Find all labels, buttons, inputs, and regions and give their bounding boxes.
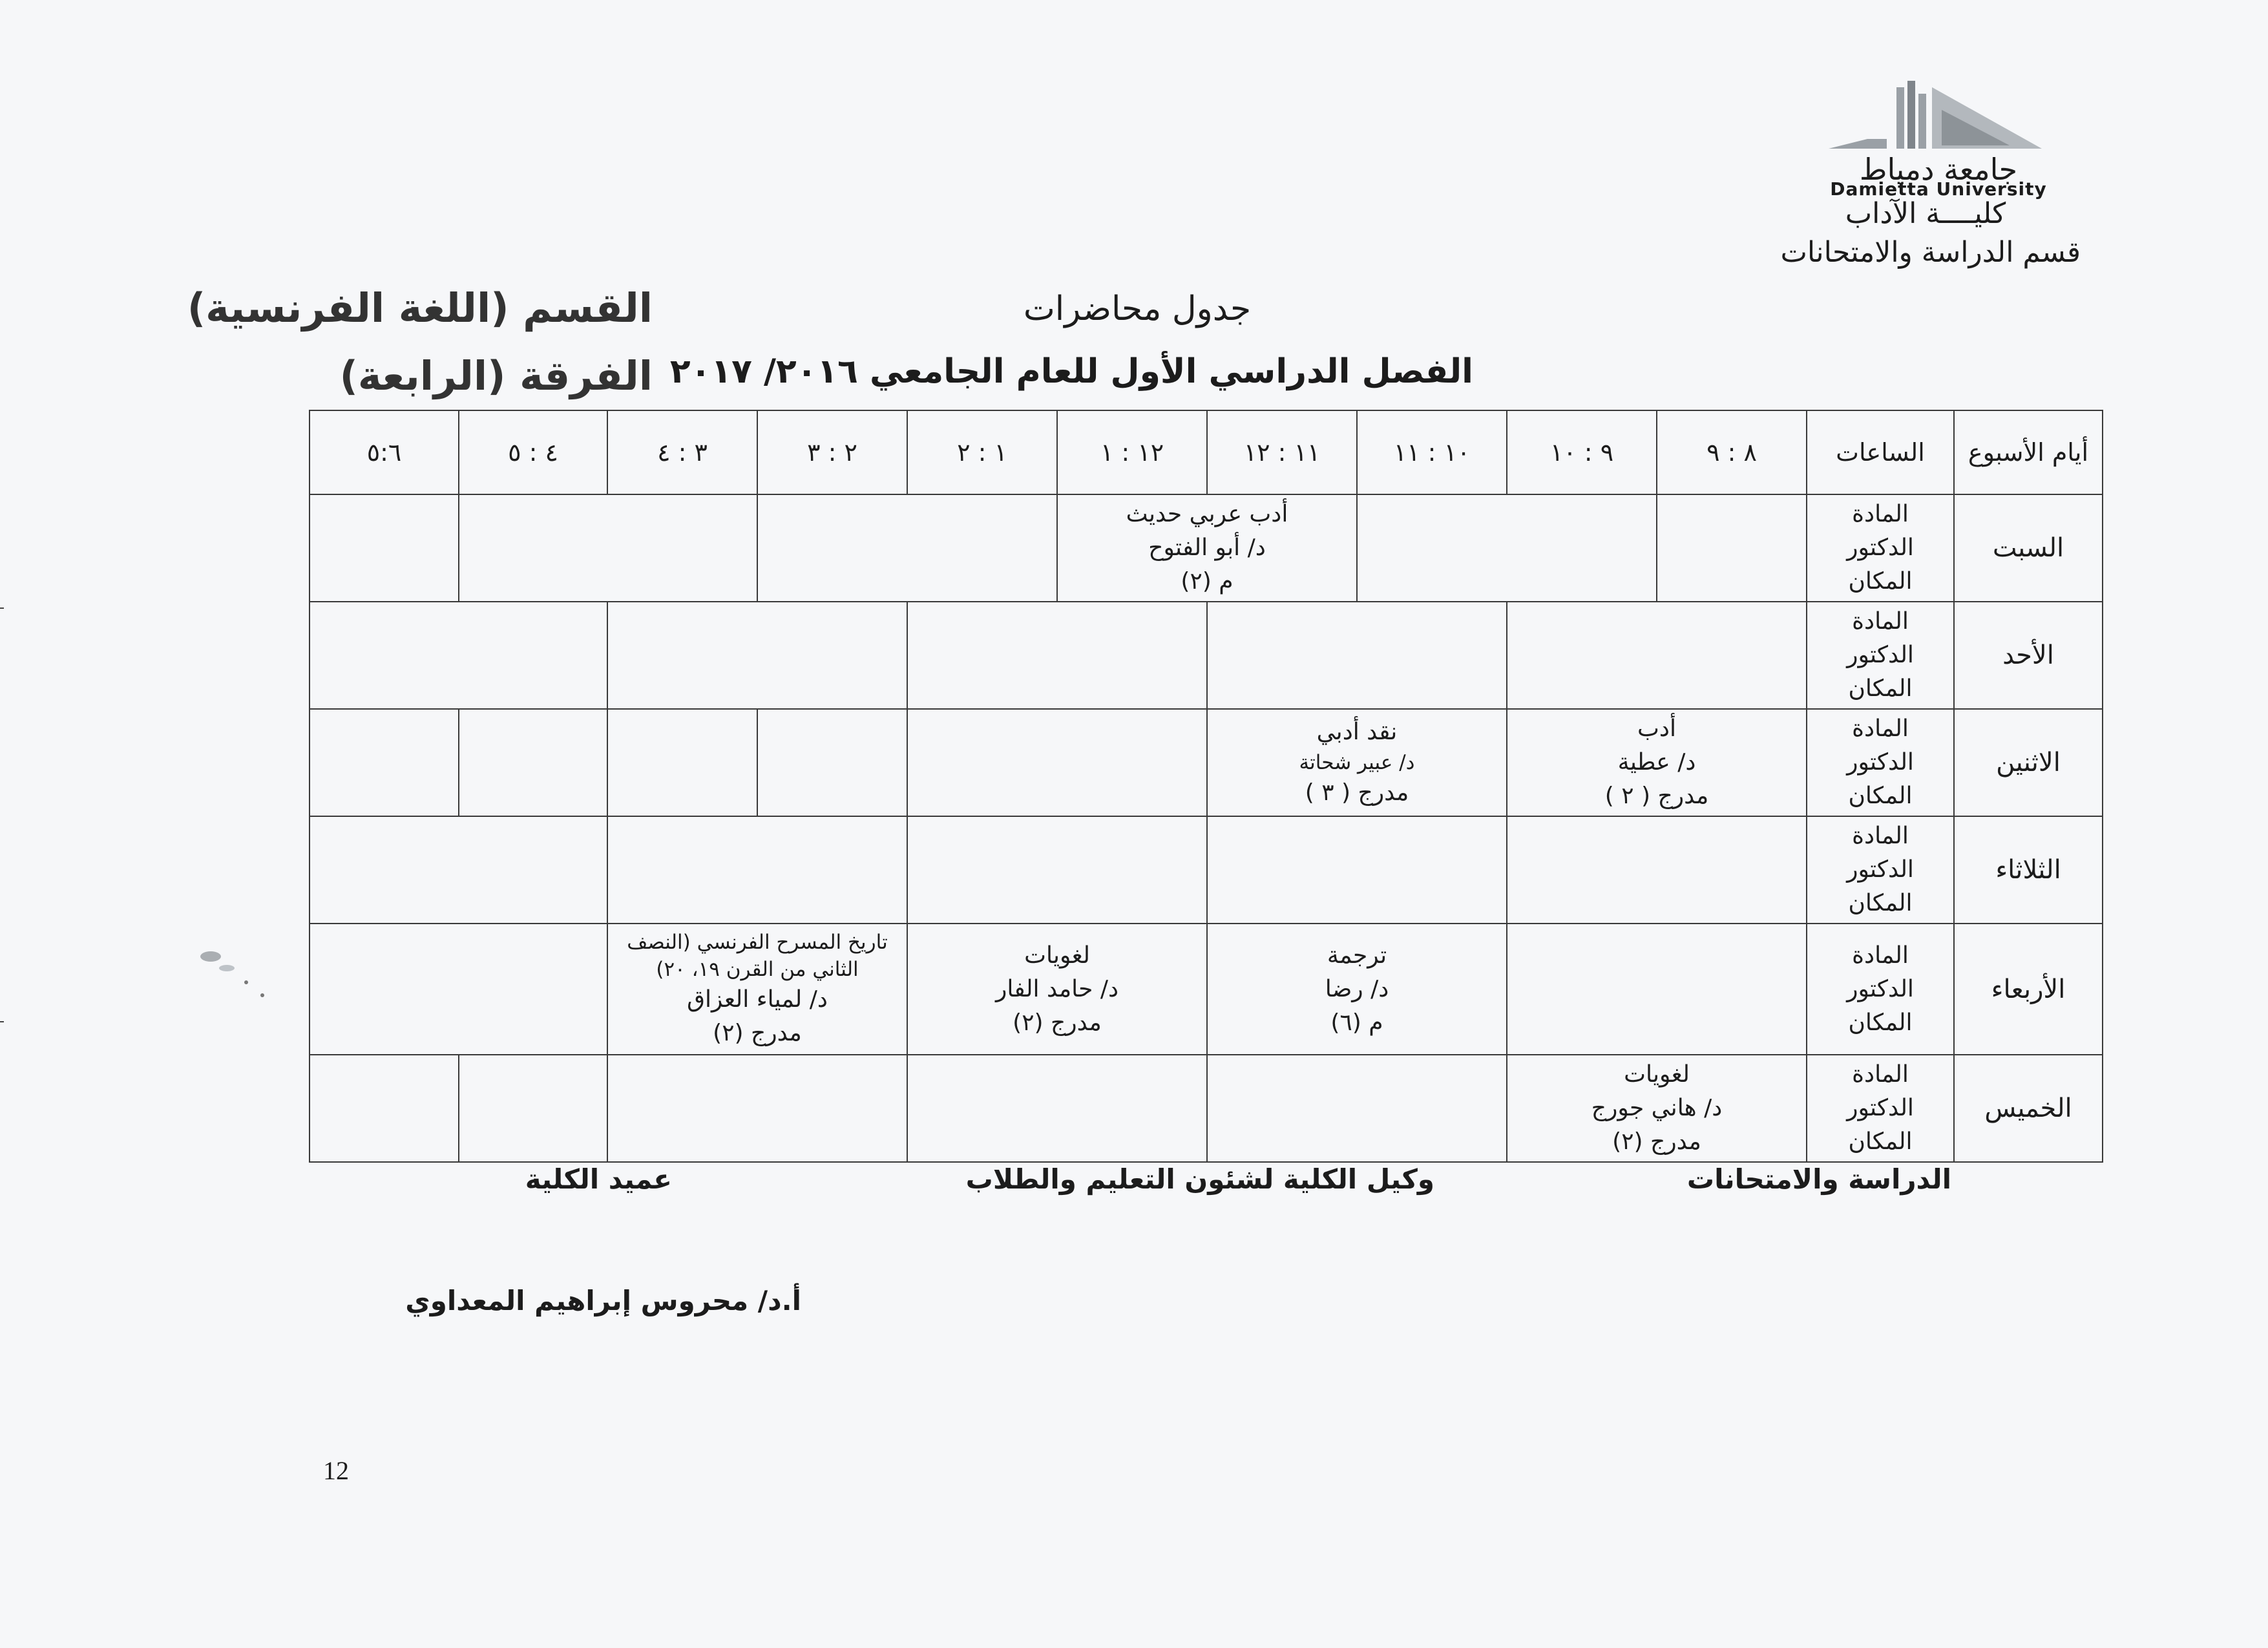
empty-cell: [1657, 494, 1807, 602]
day-cell: السبت: [1954, 494, 2103, 602]
faculty-name: كليــــة الآداب: [1845, 197, 2006, 230]
day-row-sunday: [310, 602, 2103, 709]
lecture-cell: [607, 924, 907, 1055]
subject-label: المادة: [1852, 501, 1909, 527]
doctor-label: الدكتور: [1847, 856, 1914, 883]
place: مدرج (٢): [713, 1019, 802, 1046]
place: م (٦): [1330, 1009, 1383, 1036]
empty-cell: [310, 1055, 459, 1162]
signature-dean: عميد الكلية: [525, 1163, 672, 1195]
doctor-label: الدكتور: [1847, 534, 1914, 561]
empty-cell: [907, 602, 1207, 709]
subject-label: المادة: [1852, 1061, 1909, 1088]
row-labels: [1807, 602, 1954, 709]
level-title: الفرقة (الرابعة): [339, 352, 653, 399]
lecture-cell: [907, 924, 1207, 1055]
signature-vice-dean: وكيل الكلية لشئون التعليم والطلاب: [965, 1163, 1434, 1195]
subject: لغويات: [1024, 942, 1090, 969]
scan-mark: [0, 607, 4, 609]
day-row-saturday: [310, 494, 2103, 602]
subject-label: المادة: [1852, 715, 1909, 742]
place: مدرج (٢): [1612, 1128, 1701, 1155]
doctor: د/ هاني جورج: [1591, 1095, 1723, 1121]
page-number: 12: [323, 1456, 349, 1485]
place-label: المكان: [1848, 890, 1913, 916]
day-row-wednesday: [310, 924, 2103, 1055]
empty-cell: [907, 1055, 1207, 1162]
subject-line-1: تاريخ المسرح الفرنسي (النصف: [627, 930, 888, 954]
place: مدرج ( ٣ ): [1305, 779, 1409, 806]
empty-cell: [607, 602, 907, 709]
subject-label: المادة: [1852, 942, 1909, 969]
empty-cell: [310, 494, 459, 602]
empty-cell: [310, 709, 459, 816]
subject-label: المادة: [1852, 608, 1909, 635]
subject-line-2: الثاني من القرن ١٩، ٢٠): [656, 957, 859, 981]
subject: ترجمة: [1327, 942, 1387, 969]
place: م (٢): [1181, 568, 1234, 595]
subject: أدب: [1637, 715, 1676, 742]
university-name-arabic: جامعة دمياط: [1859, 152, 2018, 187]
empty-cell: [907, 709, 1207, 816]
row-labels: [1807, 816, 1954, 924]
place: مدرج (٢): [1013, 1009, 1102, 1036]
slot-header: ١ : ٢: [907, 410, 1057, 494]
subject: لغويات: [1624, 1061, 1690, 1088]
day-row-thursday: [310, 1055, 2103, 1162]
schedule-title: جدول محاضرات: [1023, 290, 1252, 328]
slot-header: ٢ : ٣: [757, 410, 907, 494]
day-row-tuesday: [310, 816, 2103, 924]
slot-header: ٤ : ٥: [459, 410, 607, 494]
row-labels: [1807, 709, 1954, 816]
place: مدرج ( ٢ ): [1604, 783, 1709, 809]
slot-header: ١٠ : ١١: [1357, 410, 1507, 494]
empty-cell: [607, 816, 907, 924]
schedule-table: [309, 410, 2103, 1163]
lecture-cell: [1057, 494, 1357, 602]
lecture-cell: [1507, 709, 1807, 816]
empty-cell: [757, 494, 1057, 602]
day-cell: الاثنين: [1954, 709, 2103, 816]
doctor: د/ لمياء العزاق: [687, 986, 828, 1013]
slot-header: ١١ : ١٢: [1207, 410, 1357, 494]
semester-title: الفصل الدراسي الأول للعام الجامعي ٢٠١٦/ ٢٠١٧: [669, 352, 1473, 391]
empty-cell: [607, 1055, 907, 1162]
slot-header: ٩ : ١٠: [1507, 410, 1657, 494]
office-name: قسم الدراسة والامتحانات: [1780, 236, 2081, 269]
subject: أدب عربي حديث: [1126, 501, 1288, 527]
empty-cell: [757, 709, 907, 816]
empty-cell: [459, 494, 757, 602]
place-label: المكان: [1848, 675, 1913, 702]
slot-header: ٣ : ٤: [607, 410, 757, 494]
empty-cell: [1207, 816, 1507, 924]
slot-header: ٥:٦: [310, 410, 459, 494]
doctor: د/ عطية: [1617, 749, 1696, 776]
department-title: القسم (اللغة الفرنسية): [187, 284, 653, 332]
day-row-monday: [310, 709, 2103, 816]
subject-label: المادة: [1852, 823, 1909, 849]
slot-header: ٨ : ٩: [1657, 410, 1807, 494]
empty-cell: [907, 816, 1207, 924]
empty-cell: [1507, 816, 1807, 924]
header-row: [310, 410, 2103, 494]
subject: نقد أدبي: [1316, 719, 1398, 745]
lecture-cell: [1507, 1055, 1807, 1162]
empty-cell: [1357, 494, 1657, 602]
hours-header: الساعات: [1807, 410, 1954, 494]
row-labels: [1807, 924, 1954, 1055]
lecture-cell: [1207, 924, 1507, 1055]
doctor: د/ عبير شحاتة: [1299, 751, 1415, 774]
doctor-label: الدكتور: [1847, 642, 1914, 668]
doctor-label: الدكتور: [1847, 749, 1914, 776]
dean-name: أ.د/ محروس إبراهيم المعداوي: [405, 1285, 801, 1316]
empty-cell: [1507, 924, 1807, 1055]
signature-exams: الدراسة والامتحانات: [1686, 1163, 1951, 1195]
empty-cell: [310, 602, 607, 709]
day-cell: الأحد: [1954, 602, 2103, 709]
empty-cell: [1507, 602, 1807, 709]
place-label: المكان: [1848, 568, 1913, 595]
day-cell: الخميس: [1954, 1055, 2103, 1162]
day-cell: الثلاثاء: [1954, 816, 2103, 924]
place-label: المكان: [1848, 1009, 1913, 1036]
empty-cell: [607, 709, 757, 816]
lecture-cell: [1207, 709, 1507, 816]
row-labels: [1807, 494, 1954, 602]
doctor: د/ رضا: [1325, 975, 1389, 1002]
place-label: المكان: [1848, 783, 1913, 809]
doctor-label: الدكتور: [1847, 1095, 1914, 1121]
empty-cell: [459, 1055, 607, 1162]
doctor-label: الدكتور: [1847, 975, 1914, 1002]
empty-cell: [1207, 602, 1507, 709]
day-cell: الأربعاء: [1954, 924, 2103, 1055]
doctor: د/ حامد الفار: [996, 975, 1118, 1002]
doctor: د/ أبو الفتوح: [1148, 534, 1266, 561]
empty-cell: [310, 816, 607, 924]
place-label: المكان: [1848, 1128, 1913, 1155]
empty-cell: [1207, 1055, 1507, 1162]
slot-header: ١٢ : ١: [1057, 410, 1207, 494]
days-header: أيام الأسبوع: [1954, 410, 2103, 494]
empty-cell: [459, 709, 607, 816]
scan-mark: [0, 1021, 4, 1022]
row-labels: [1807, 1055, 1954, 1162]
ink-smudge: [191, 944, 275, 1002]
empty-cell: [310, 924, 607, 1055]
university-name-english: Damietta University: [1830, 178, 2047, 200]
